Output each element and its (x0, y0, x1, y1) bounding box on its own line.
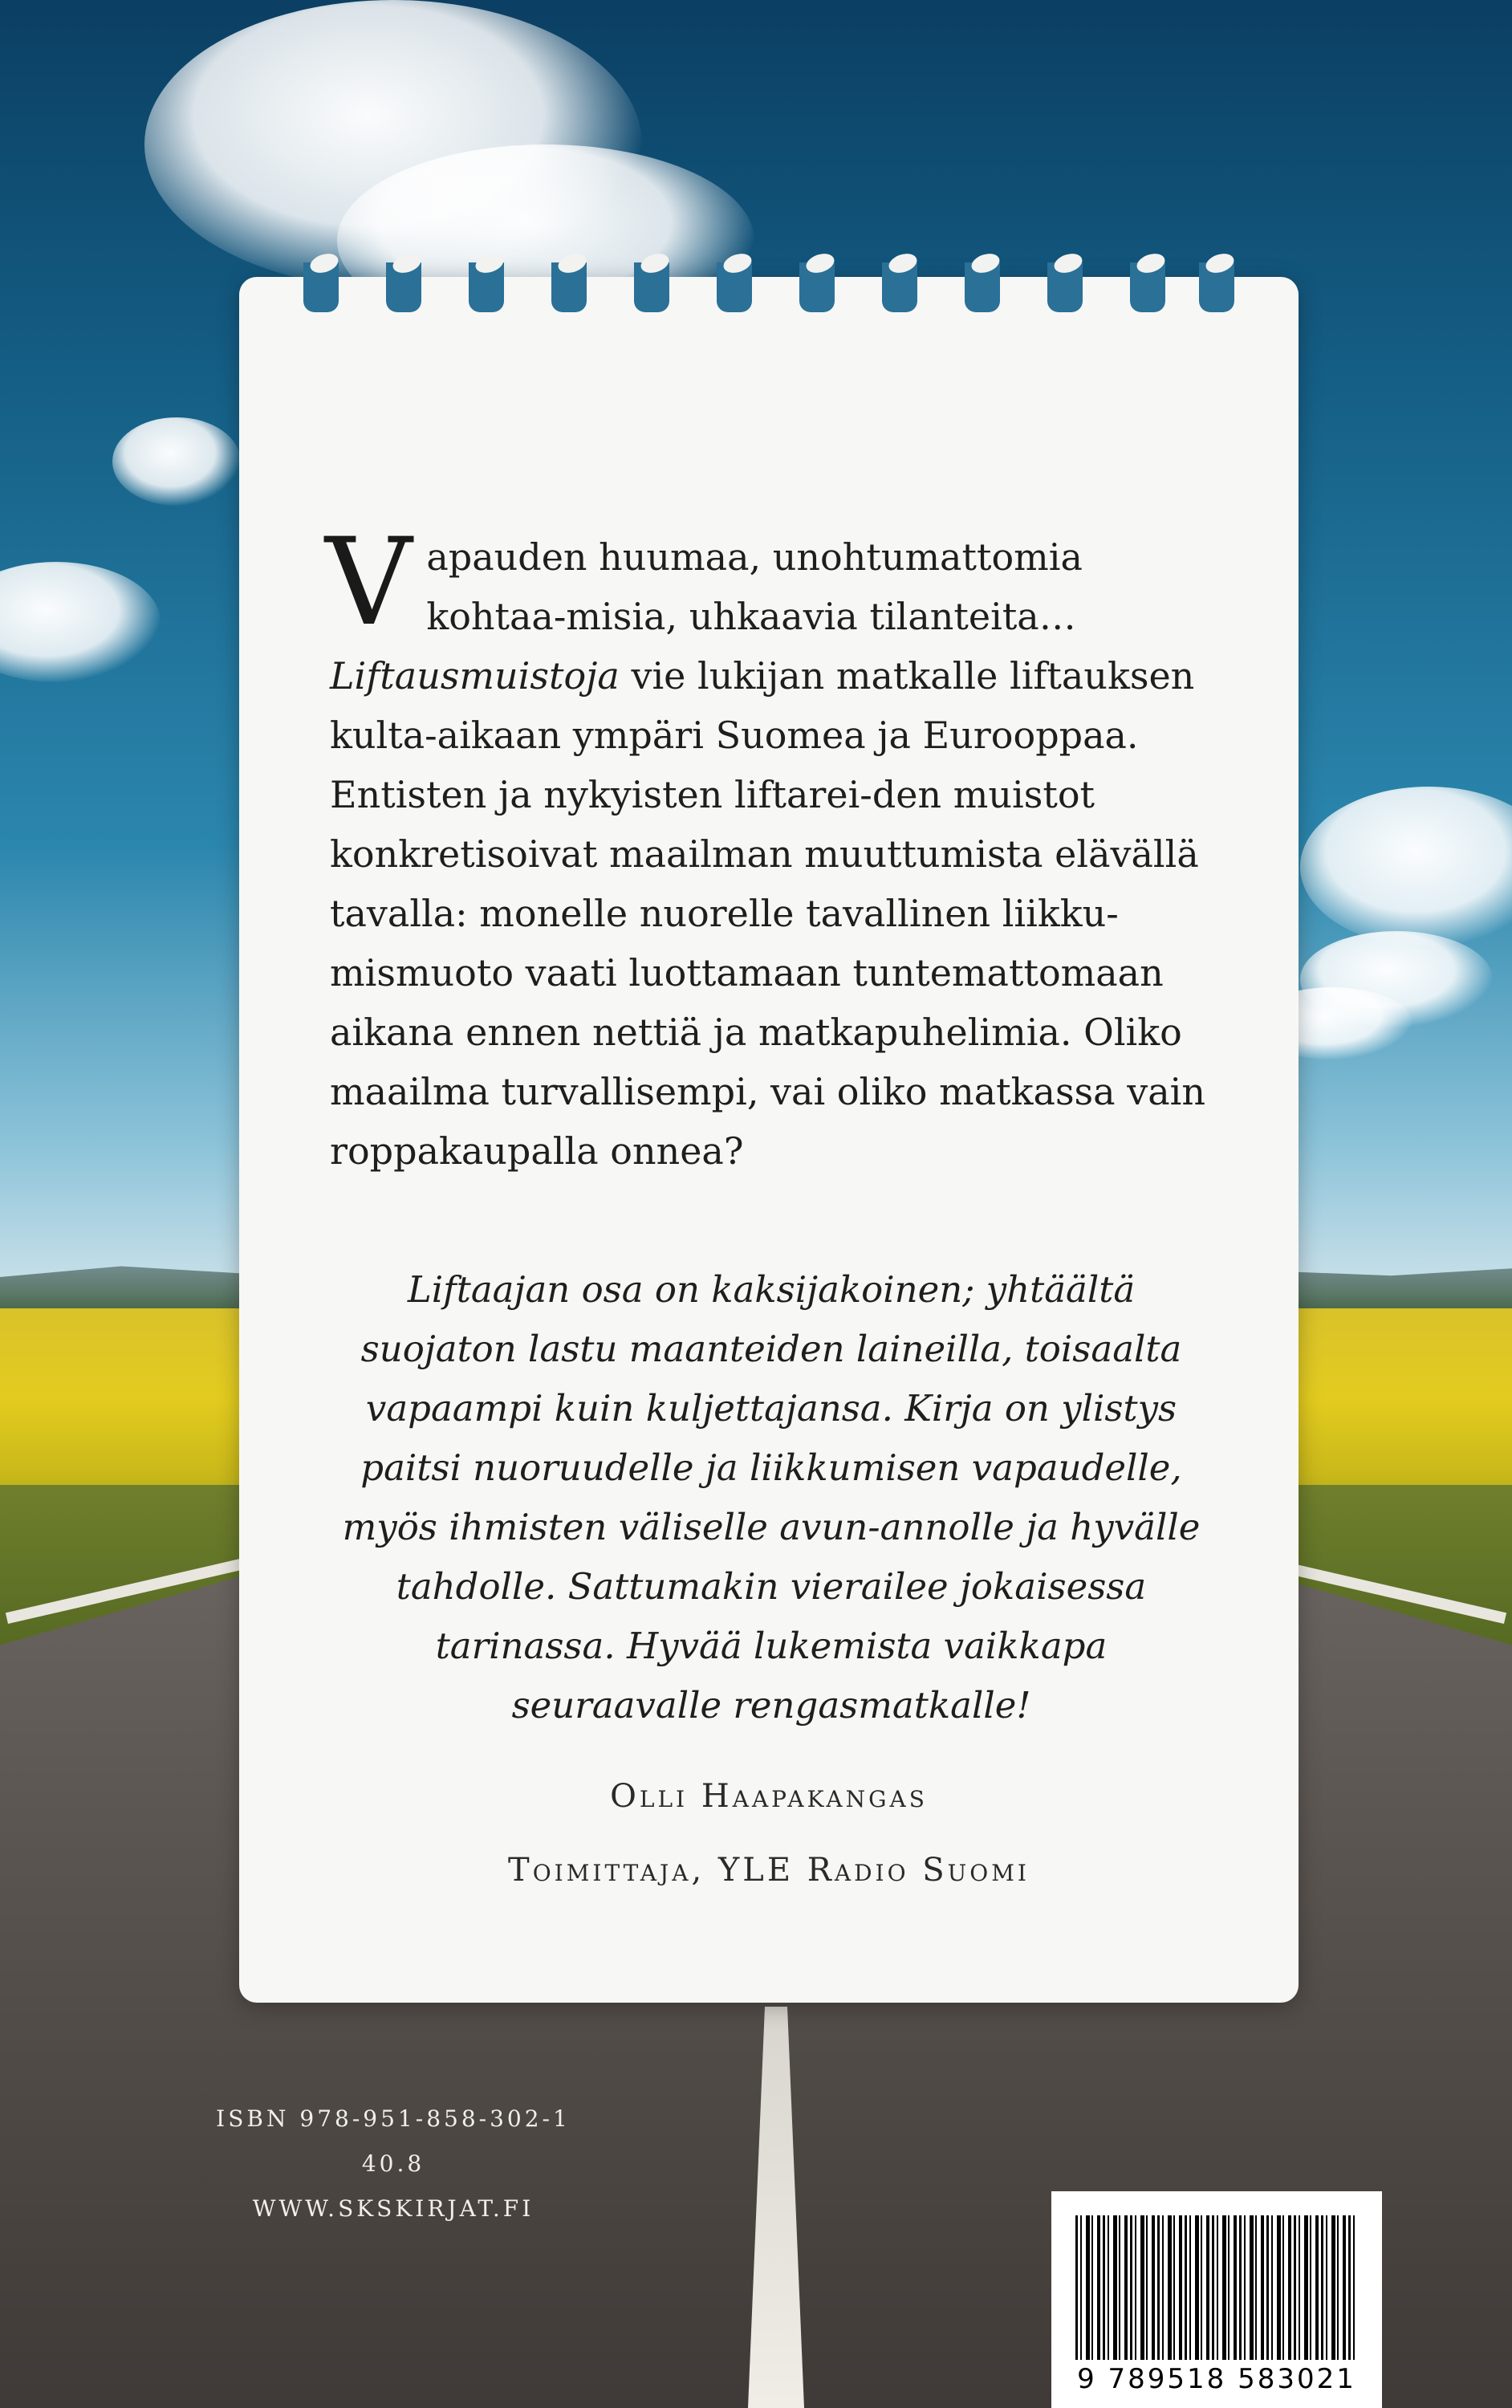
isbn-number: ISBN 978-951-858-302-1 (216, 2105, 571, 2132)
tear-hole (1199, 262, 1234, 312)
quote-author-role: Toimittaja, YLE Radio Suomi (508, 1852, 1030, 1889)
drop-cap: V (325, 513, 413, 653)
review-quote: Liftaajan osa on kaksijakoinen; yhtäältä suojaton lastu maanteiden laineilla, toisaalta vapaampi kuin kuljettajansa. Kirja on ylistys paitsi nuoruudelle ja liikkumisen vapaudelle, myös ihmisten väliselle avun-annolle ja hyvälle tahdolle. Sattumakin vierailee jokaisessa tarinassa. Hyvää lukemista vaikkapa seuraavalle rengasmatkalle! (342, 1268, 1201, 1727)
tear-hole (386, 262, 421, 312)
tear-hole (965, 262, 1000, 312)
tear-hole (551, 262, 587, 312)
tear-hole (303, 262, 339, 312)
tear-hole (469, 262, 504, 312)
tear-hole (882, 262, 917, 312)
isbn-block (209, 2097, 578, 2231)
tear-hole (634, 262, 669, 312)
barcode-digits: 9 789518 583021 (1077, 2363, 1356, 2395)
cloud (112, 417, 241, 506)
publisher-website: WWW.SKSKIRJAT.FI (252, 2195, 534, 2222)
quote-author: Olli Haapakangas (610, 1778, 928, 1815)
tear-hole (799, 262, 835, 312)
tear-hole (717, 262, 752, 312)
tear-hole (1047, 262, 1083, 312)
blurb-text-end: vie lukijan matkalle liftauksen kulta-aikaan ympäri Suomea ja Eurooppaa. Entisten ja nykyisten liftarei-den muistot konkretisoivat maailman muuttumista elävällä tavalla: monelle nuorelle tavallinen liikku-mismuoto vaati luottamaan tuntemattomaan aikana ennen nettiä ja matkapuhelimia. Oliko maailma turvallisempi, vai oliko matkassa vain roppakaupalla onnea? (330, 654, 1205, 1173)
blurb-paragraph (325, 513, 1213, 1181)
barcode (1051, 2191, 1382, 2408)
notepad-sheet (239, 277, 1299, 2003)
blurb-text-start: apauden huumaa, unohtumattomia kohtaa-misia, uhkaavia tilanteita… (426, 535, 1083, 638)
tear-hole (1130, 262, 1165, 312)
spiral-tear-holes (303, 262, 1234, 327)
classification-code: 40.8 (361, 2150, 425, 2177)
book-title-italic: Liftausmuistoja (330, 654, 620, 698)
barcode-bars (1075, 2215, 1356, 2360)
